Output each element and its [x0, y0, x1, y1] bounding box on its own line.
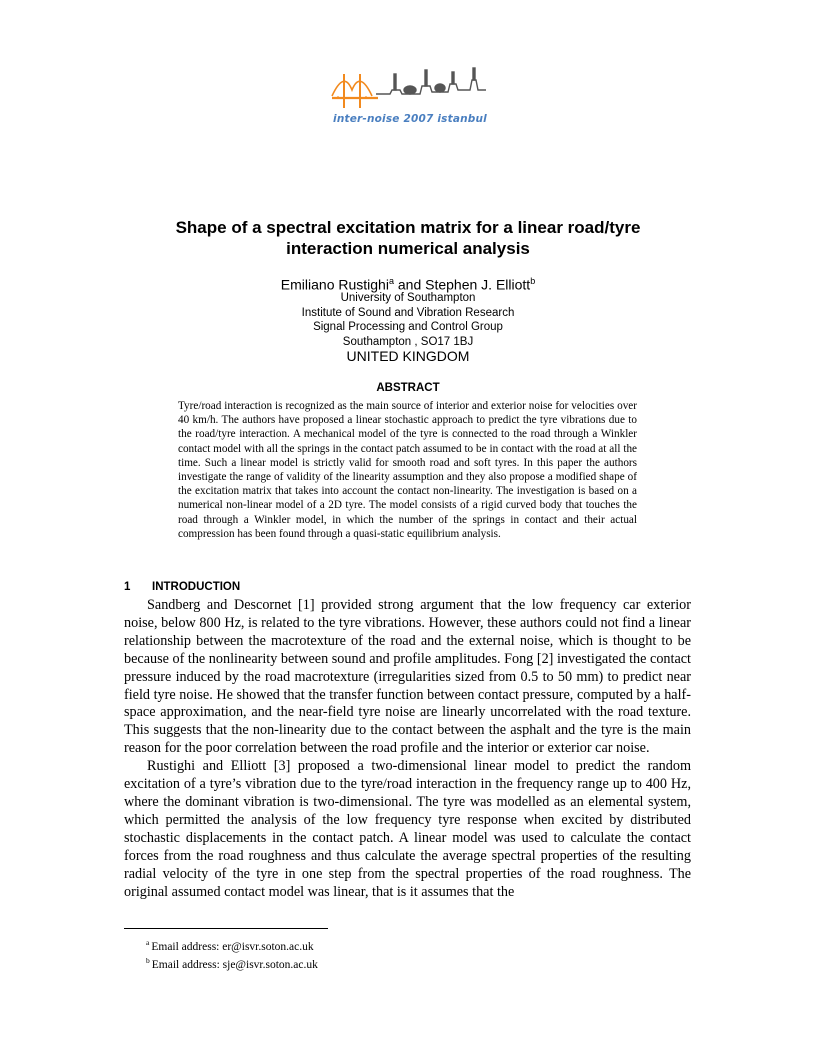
author-name: Emiliano Rustighi — [280, 276, 389, 293]
affiliation-line: Institute of Sound and Vibration Research — [301, 306, 515, 319]
footnote-divider — [124, 928, 328, 929]
affiliation-line: University of Southampton — [340, 292, 476, 304]
section-title: INTRODUCTION — [152, 581, 241, 593]
footnote — [146, 936, 318, 954]
author-footnote-mark: b — [530, 276, 536, 286]
affiliation — [120, 291, 696, 349]
footnote-mark: a — [146, 938, 150, 947]
footnotes — [146, 936, 318, 973]
footnote-text: Email address: sje@isvr.soton.ac.uk — [151, 959, 318, 972]
paper-title-line-2: interaction numerical analysis — [286, 239, 530, 258]
author-name: Stephen J. Elliott — [425, 276, 531, 293]
affiliation-line: Southampton , SO17 1BJ — [342, 335, 474, 348]
footnote-text: Email address: er@isvr.soton.ac.uk — [151, 940, 314, 953]
conference-logo-text: inter-noise 2007 istanbul — [333, 113, 487, 125]
section-number: 1 — [124, 581, 131, 593]
footnote — [146, 954, 318, 972]
author-footnote-mark: a — [388, 276, 394, 286]
body-paragraph: Sandberg and Descornet [1] provided strong argument that the low frequency car exterior noise, below 800 Hz, is related to the tyre vibrations. However, these authors could not find a linear relationship between the macrotexture of the road and the external noise, which is thought to be because of the nonlinearity between sound and profile amplitudes. Fong [2] investigated the contact pressure induced by the road macrotexture (irregularities sized from 0.5 to 50 mm) to predict near field tyre noise. He showed that the transfer function between contact pressure, computed by a half-space approximation, and the near-field tyre noise are linearly uncorrelated with the road texture. This suggests that the non-linearity due to the contact between the asphalt and the tyre is the main reason for the poor correlation between the road profile and the interior or exterior car noise. — [124, 597, 691, 757]
paper-title — [120, 217, 696, 259]
body-paragraph: Rustighi and Elliott [3] proposed a two-dimensional linear model to predict the random excitation of a tyre’s vibration due to the tyre/road interaction in the frequency range up to 400 Hz, where the dominant vibration is two-dimensional. The tyre was modelled as an elemental system, which permitted the analysis of the low frequency tyre response when excited by distributed stochastic displacements in the contact patch. A linear model was used to calculate the contact forces from the road roughness and thus calculate the average spectral properties of the resulting radial velocity of the tyre in one step from the spectral properties of the road roughness. The original assumed contact model was linear, that is it assumes that the — [124, 758, 691, 900]
author-joiner: and — [393, 276, 426, 293]
affiliation-country: UNITED KINGDOM — [346, 348, 470, 364]
skyline-icon — [376, 68, 486, 94]
paper-title-line-1: Shape of a spectral excitation matrix for a linear road/tyre — [175, 218, 641, 237]
section-body — [124, 597, 691, 901]
section-heading — [124, 581, 240, 593]
affiliation-line: Signal Processing and Control Group — [313, 321, 503, 333]
abstract-text: Tyre/road interaction is recognized as the main source of interior and exterior noise for velocities over 40 km/h. The authors have proposed a linear stochastic approach to predict the tyre vibrations due to the road/tyre interaction. A mechanical model of the tyre is connected to the road through a Winkler contact model with all the springs in the contact patch assumed to be in contact with the road at all the time. Such a linear model is strictly valid for smooth road and soft tyres. In this paper the authors investigate the range of validity of the linearity assumption and they also propose a modified shape of the excitation matrix that takes into account the contact non-linearity. The investigation is based on a numerical non-linear model of a 2D tyre. The model consists of a rigid curved body that touches the road through a Winkler model, in which the number of the springs in contact and their actual compression has been found through a quasi-static equilibrium analysis. — [178, 400, 637, 540]
footnote-mark: b — [146, 956, 150, 966]
bridge-icon — [332, 74, 378, 108]
abstract-heading: ABSTRACT — [376, 382, 440, 394]
